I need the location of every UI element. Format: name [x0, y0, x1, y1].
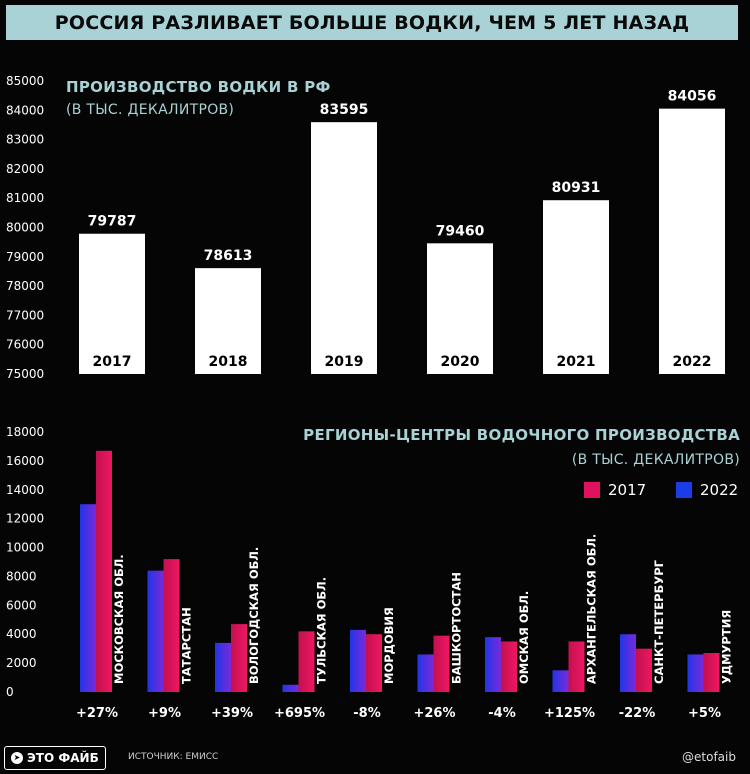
footer	[0, 745, 750, 774]
change-label: +27%	[75, 706, 119, 721]
bar-2017-4	[366, 634, 382, 692]
y-tick-label: 84000	[6, 103, 45, 118]
bar-2017-9	[704, 653, 720, 692]
region-label: ТАТАРСТАН	[179, 607, 194, 684]
region-label: МОРДОВИЯ	[382, 607, 396, 684]
chart2-unit: (В ТЫС. ДЕКАЛИТРОВ)	[571, 452, 740, 468]
y-tick-label: 76000	[6, 337, 45, 352]
region-label: УДМУРТИЯ	[719, 609, 734, 684]
data-label-2020: 79460	[435, 223, 485, 240]
bar-2022-5	[418, 654, 434, 692]
bar-2022-7	[553, 670, 569, 692]
change-label: +695%	[273, 706, 326, 721]
chart1-heading: ПРОИЗВОДСТВО ВОДКИ В РФ	[66, 78, 331, 96]
change-label: +26%	[413, 706, 456, 721]
year-label-2017: 2017	[92, 354, 132, 370]
y-tick-label: 2000	[6, 656, 37, 671]
change-label: +9%	[148, 706, 181, 721]
year-label-2021: 2021	[556, 354, 596, 370]
y-tick-label: 82000	[6, 161, 45, 176]
data-label-2022: 84056	[667, 88, 717, 105]
bar-2017-3	[299, 631, 315, 692]
year-label-2020: 2020	[440, 354, 480, 370]
y-tick-label: 14000	[6, 482, 45, 497]
bar-2022-0	[80, 504, 96, 692]
bar-2017-6	[501, 641, 517, 692]
bar-2022-1	[148, 571, 164, 692]
y-tick-label: 75000	[6, 367, 45, 381]
bar-2017-1	[164, 559, 180, 692]
author-handle: @etofaib	[682, 750, 736, 764]
bar-2017-5	[434, 636, 450, 692]
y-tick-label: 0	[6, 685, 14, 699]
change-label: +5%	[688, 706, 721, 721]
bar-2017-8	[636, 649, 652, 692]
region-label: БАШКОРТОСТАН	[449, 572, 464, 684]
region-label: ОМСКАЯ ОБЛ.	[517, 590, 531, 684]
legend-label-2017: 2017	[608, 481, 647, 499]
bar-2017-7	[569, 641, 585, 692]
bar-2022-9	[688, 654, 704, 692]
y-tick-label: 78000	[6, 279, 45, 294]
region-label: ТУЛЬСКАЯ ОБЛ.	[314, 576, 329, 684]
change-label: +39%	[210, 706, 254, 721]
brand-name: ЭТО ФАЙБ	[27, 751, 99, 765]
y-tick-label: 12000	[6, 511, 45, 526]
y-tick-label: 8000	[6, 569, 37, 584]
y-tick-label: 80000	[6, 220, 45, 235]
data-label-2018: 78613	[203, 248, 253, 265]
page-title: РОССИЯ РАЗЛИВАЕТ БОЛЬШЕ ВОДКИ, ЧЕМ 5 ЛЕТ НАЗАД	[54, 11, 690, 34]
region-label: САНКТ-ПЕТЕРБУРГ	[652, 560, 666, 684]
y-tick-label: 85000	[6, 74, 45, 88]
source-note: ИСТОЧНИК: ЕМИСС	[128, 752, 219, 762]
bar-2017-2	[231, 624, 247, 692]
region-label: ВОЛОГОДСКАЯ ОБЛ.	[247, 546, 261, 684]
y-tick-label: 6000	[6, 598, 37, 613]
bar-2022-8	[620, 634, 636, 692]
y-tick-label: 77000	[6, 308, 45, 323]
y-tick-label: 81000	[6, 191, 45, 206]
y-tick-label: 79000	[6, 249, 45, 264]
y-tick-label: 10000	[6, 540, 45, 555]
bar-2022-2	[215, 643, 231, 692]
bar-2022-6	[485, 637, 501, 692]
chart2-heading: РЕГИОНЫ-ЦЕНТРЫ ВОДОЧНОГО ПРОИЗВОДСТВА	[303, 426, 740, 444]
brand-logo	[4, 746, 106, 770]
change-label: +125%	[543, 706, 596, 721]
chart1-unit: (В ТЫС. ДЕКАЛИТРОВ)	[66, 102, 235, 118]
change-label: -4%	[488, 706, 516, 721]
bar-2022-4	[350, 630, 366, 692]
telegram-icon: ➤	[11, 752, 23, 764]
y-tick-label: 18000	[6, 425, 45, 439]
region-label: МОСКОВСКАЯ ОБЛ.	[112, 554, 126, 684]
y-tick-label: 83000	[6, 132, 45, 147]
year-label-2018: 2018	[208, 354, 248, 370]
region-label: АРХАНГЕЛЬСКАЯ ОБЛ.	[584, 533, 599, 684]
year-label-2019: 2019	[324, 354, 364, 370]
change-label: -8%	[353, 706, 381, 721]
legend-label-2022: 2022	[700, 481, 739, 499]
y-tick-label: 4000	[6, 627, 37, 642]
y-tick-label: 16000	[6, 453, 45, 468]
data-label-2019: 83595	[319, 102, 369, 119]
bar-2022-3	[283, 685, 299, 692]
data-label-2017: 79787	[87, 213, 137, 230]
bar-2017-0	[96, 451, 112, 692]
change-label: -22%	[618, 706, 656, 721]
data-label-2021: 80931	[551, 180, 601, 197]
year-label-2022: 2022	[672, 354, 712, 370]
